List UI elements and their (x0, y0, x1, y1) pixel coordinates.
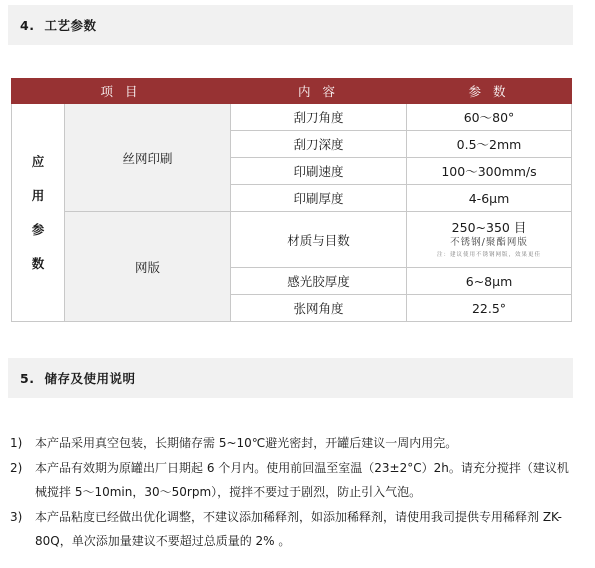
section-4-heading (8, 5, 573, 45)
parameter-cell: 0.5～2mm (407, 131, 572, 158)
table-header-row (12, 79, 572, 104)
list-item (10, 505, 580, 554)
list-item (10, 431, 580, 456)
table-row (12, 104, 572, 131)
category-screen: 网版 (65, 212, 231, 322)
parameter-cell: 4-6μm (407, 185, 572, 212)
list-item-text: 本产品采用真空包装，长期储存需 5~10℃避光密封，开罐后建议一周内用完。 (35, 436, 458, 450)
section-title: 工艺参数 (44, 18, 97, 33)
category-screen-printing: 丝网印刷 (65, 104, 231, 212)
list-item (10, 456, 580, 505)
header-item: 项 目 (12, 79, 231, 104)
mesh-count: 250~350 目 (451, 219, 527, 235)
header-content: 内 容 (231, 79, 407, 104)
parameter-cell: 60～80° (407, 104, 572, 131)
list-item-index: 2) (10, 460, 23, 475)
parameter-cell-mesh (407, 212, 572, 268)
content-cell: 印刷速度 (231, 158, 407, 185)
header-parameter: 参 数 (407, 79, 572, 104)
section-number: 5. (20, 370, 35, 386)
parameter-cell: 100～300mm/s (407, 158, 572, 185)
list-item-text: 本产品粘度已经做出优化调整，不建议添加稀释剂，如添加稀释剂，请使用我司提供专用稀释剂 ZK-80Q，单次添加量建议不要超过总质量的 2% 。 (35, 509, 562, 548)
group-label-application-parameters: 应 用 参 数 (12, 104, 65, 322)
content-cell: 张网角度 (231, 295, 407, 322)
process-parameters-table (11, 78, 572, 322)
section-5-heading (8, 358, 573, 398)
content-cell: 印刷厚度 (231, 185, 407, 212)
list-item-text: 本产品有效期为原罐出厂日期起 6 个月内。使用前回温至室温（23±2°C）2h。请充分搅拌（建议机械搅拌 5～10min，30～50rpm），搅拌不要过于剧烈，防止引入气泡。 (35, 460, 569, 499)
list-item-index: 3) (10, 509, 23, 524)
list-item-index: 1) (10, 436, 23, 450)
mesh-material: 不锈钢/聚酯网版 (450, 236, 528, 248)
content-cell: 材质与目数 (231, 212, 407, 268)
usage-notes-list (10, 431, 580, 554)
mesh-note: 注：建议使用不锈钢网版，效果更佳 (437, 251, 542, 258)
content-cell: 刮刀角度 (231, 104, 407, 131)
content-cell: 刮刀深度 (231, 131, 407, 158)
section-title: 储存及使用说明 (44, 371, 136, 386)
table-row (12, 212, 572, 268)
section-number: 4. (20, 17, 35, 33)
parameter-cell: 6~8μm (407, 268, 572, 295)
parameter-cell: 22.5° (407, 295, 572, 322)
content-cell: 感光胶厚度 (231, 268, 407, 295)
